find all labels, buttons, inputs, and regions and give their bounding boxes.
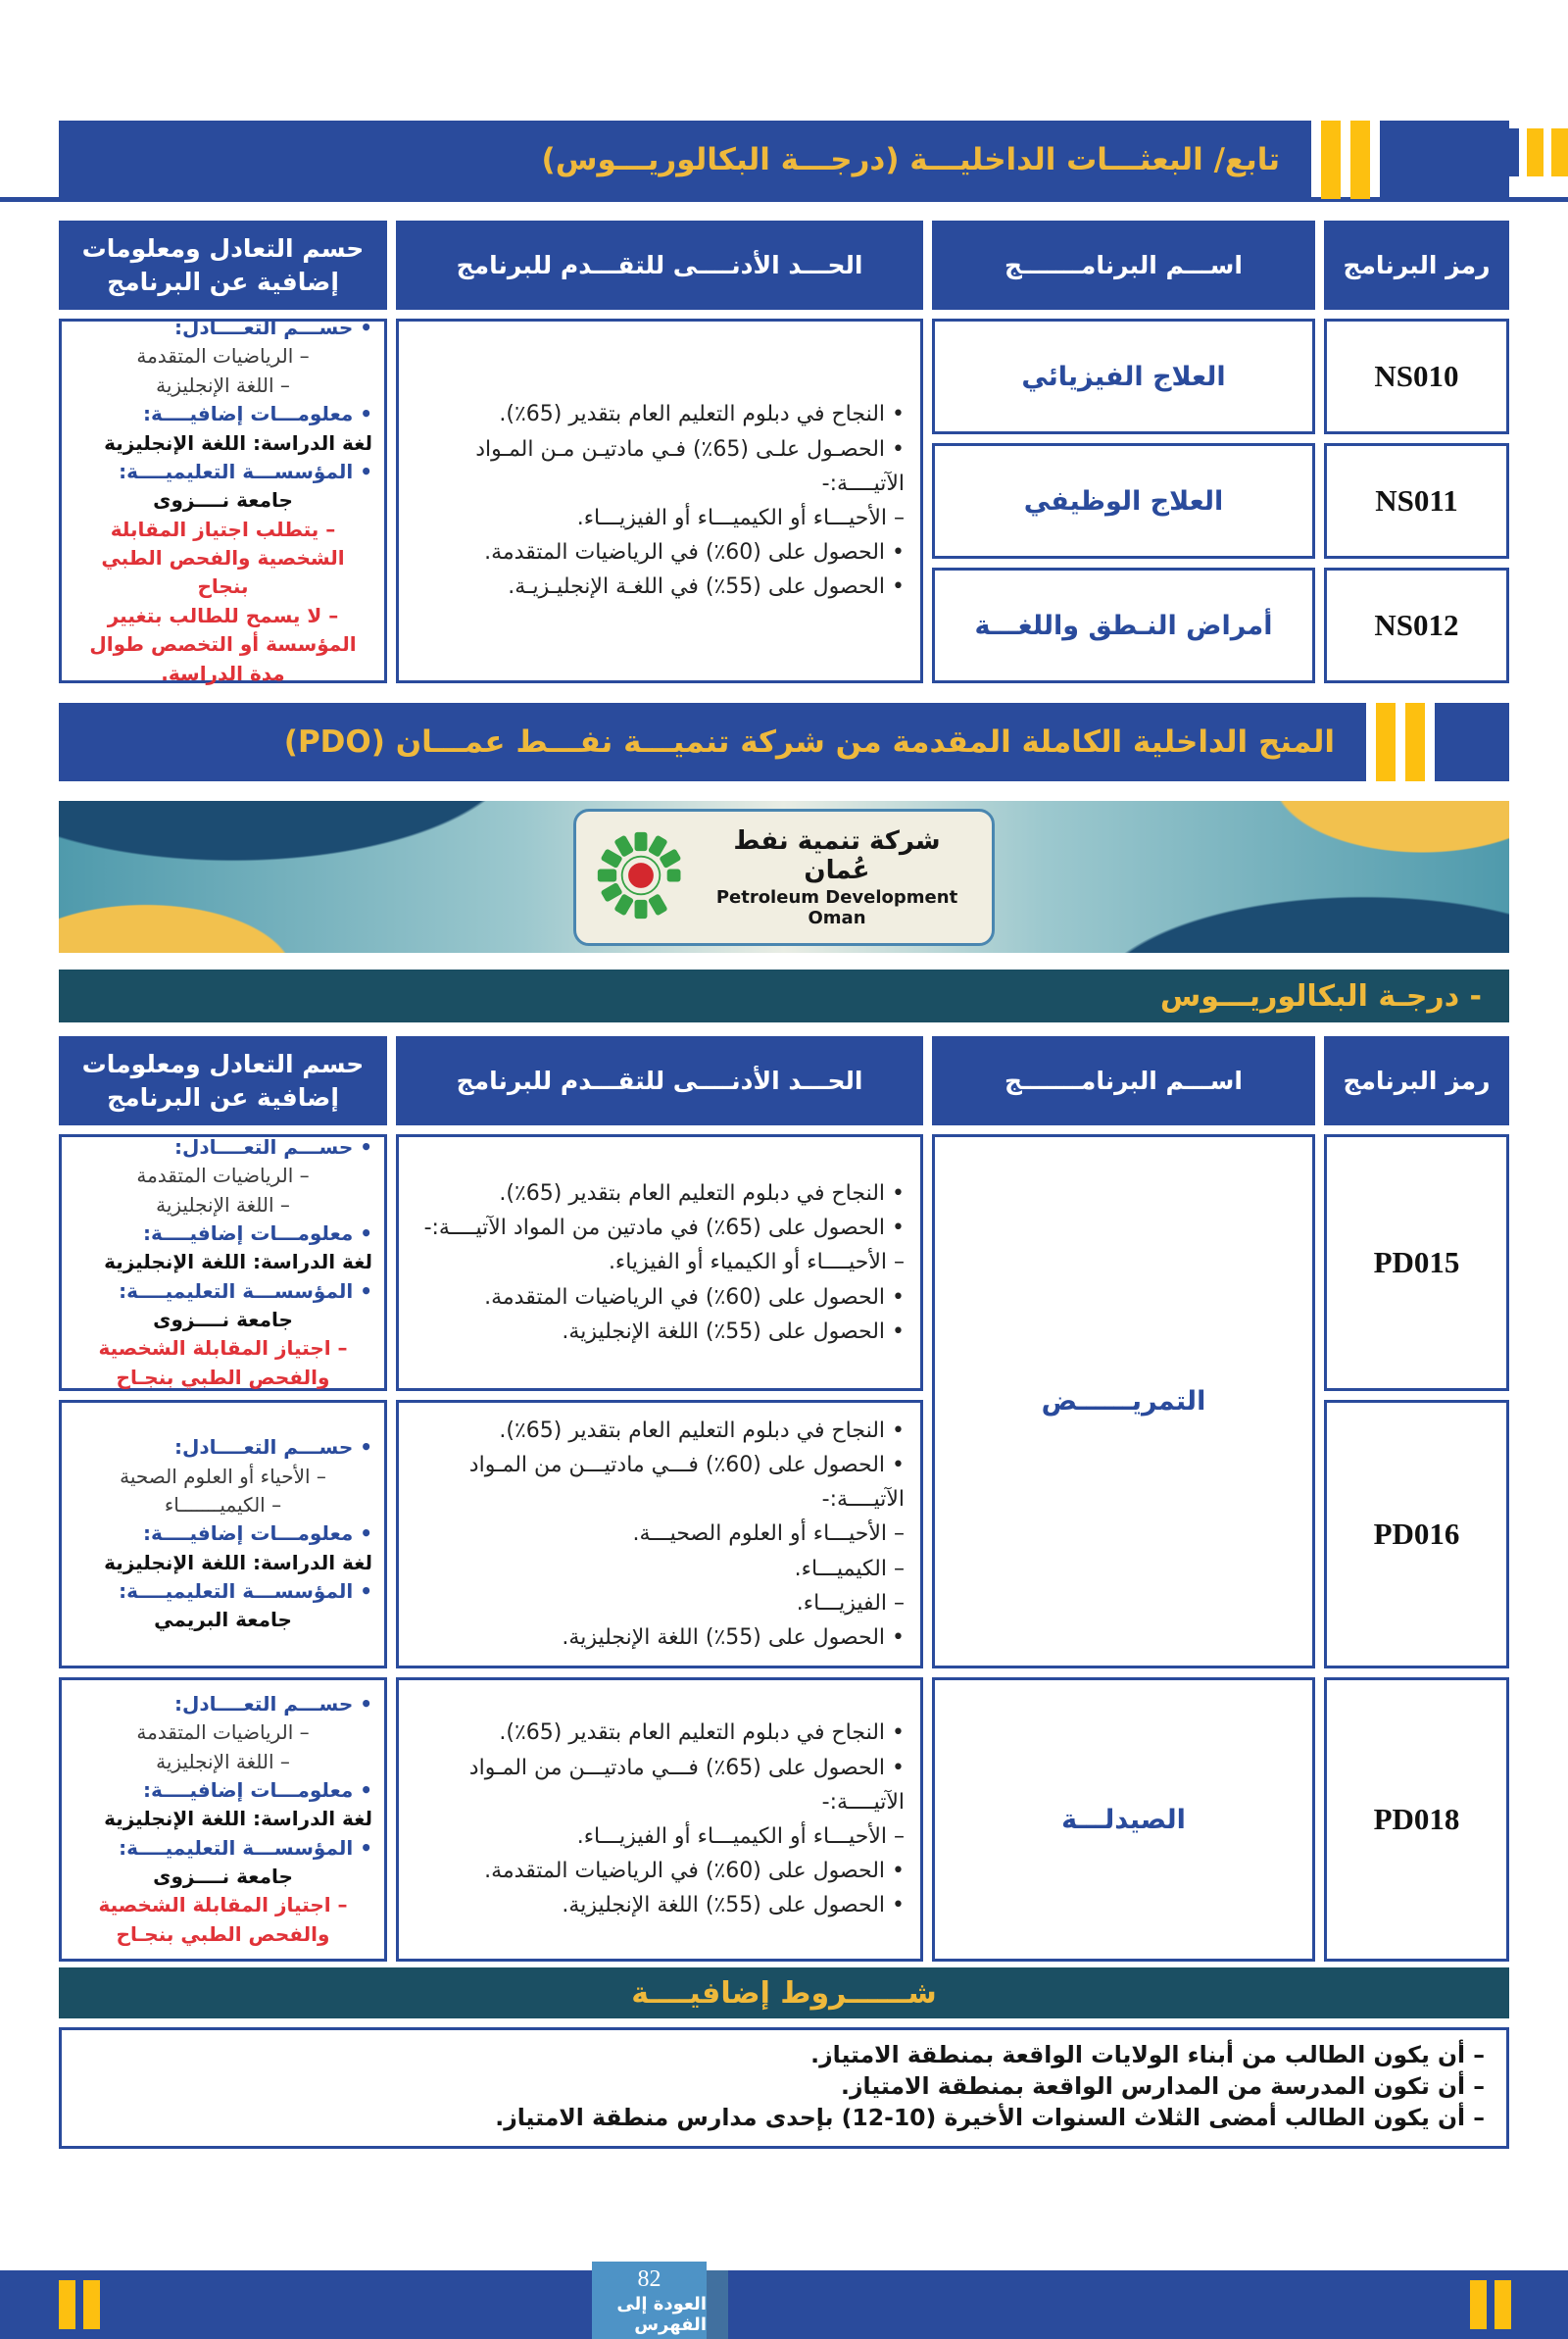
program-name-cell: العلاج الوظيفي [932,443,1315,559]
pdo-grants-table-bachelor [59,1036,1509,1962]
info-line: • حســـم التعــــادل: [174,1435,372,1460]
minimum-requirements-cell [396,319,923,683]
yellow-bar [1470,2280,1487,2329]
requirement-line: • الحصول على (60٪) في الرياضيات المتقدمة. [484,1284,905,1310]
title-bar [59,121,1311,199]
section-title-pdo-grants [59,703,1509,781]
program-name-cell: العلاج الفيزيائي [932,319,1315,434]
info-line: – اللغة الإنجليزية [156,1749,290,1773]
info-line: لغة الدراسة: اللغة الإنجليزية [104,1550,372,1574]
info-line: • معلومـــات إضافيــــة: [142,1220,372,1245]
scholarship-table-bachelor [59,221,1509,683]
col-header-minimum-requirements: الحـــد الأدنــــى للتقـــدم للبرنامج [396,221,923,310]
minimum-requirements-cell [396,1134,923,1391]
requirement-line: – الفيزيـــاء. [796,1590,905,1616]
info-line: – الرياضيات المتقدمة [136,1720,310,1745]
info-line: – الرياضيات المتقدمة [136,344,310,369]
info-line: • المؤسســـة التعليميــــة: [119,1835,372,1860]
tiebreaker-info-cell [59,1400,387,1668]
yellow-bar [1551,128,1568,176]
info-line: • حســـم التعــــادل: [174,315,372,339]
requirement-line: – الأحيـــاء أو الكيميـــاء أو الفيزيـــاء. [576,1824,905,1849]
pdo-banner-background [59,801,1509,953]
tiebreaker-info-cell [59,1134,387,1391]
program-code-cell: NS010 [1324,319,1509,434]
requirement-line: • الحصول على (55٪) في اللغـة الإنجليـزيـة. [508,574,905,600]
program-code-cell: PD016 [1324,1400,1509,1668]
info-line: • المؤسســـة التعليميــــة: [119,1579,372,1604]
footer-tab-shadow [707,2270,728,2339]
minimum-requirements-cell [396,1677,923,1962]
yellow-bar [1350,121,1370,199]
yellow-bar [1376,703,1396,781]
blue-end-block [1435,703,1509,781]
program-code-cell: NS012 [1324,568,1509,683]
requirement-line: • النجاح في دبلوم التعليم العام بتقدير (65٪). [499,1720,905,1746]
col-header-tiebreaker-info: حسم التعادل ومعلومات إضافية عن البرنامج [59,221,387,310]
bottom-left-corner-decoration [59,2280,100,2329]
info-line: – الأحياء أو العلوم الصحية [120,1464,326,1488]
requirement-line: – الأحيـــاء أو الكيميـــاء أو الفيزيـــاء. [576,506,905,530]
requirement-line: • النجاح في دبلوم التعليم العام بتقدير (65٪). [499,1418,905,1443]
yellow-bar [1405,703,1425,781]
info-line: • معلومـــات إضافيــــة: [142,1777,372,1802]
requirement-line: • الحصول على (65٪) في مادتين من المواد الآتيــــة:- [423,1216,905,1241]
bachelor-degree-label: - درجـة البكالوريـــوس [1159,978,1482,1014]
pdo-logo-card [573,809,995,946]
yellow-bar [1527,128,1544,176]
requirement-line: • الحصول على (55٪) اللغة الإنجليزية. [562,1319,905,1344]
col-header-program-name: اســـم البرنامـــــــج [932,1036,1315,1125]
requirement-line: • الحصـول علـى (65٪) فـي مادتيـن مـن المـواد الآتيــــة:- [475,436,905,496]
info-line: لغة الدراسة: اللغة الإنجليزية [104,1250,372,1274]
program-name-cell: التمريــــــض [932,1134,1315,1668]
info-line: – اجتياز المقابلة الشخصية والفحص الطبي بنجـاح [98,1336,348,1389]
additional-conditions-title: شــــــروط إضافيــــة [631,1975,937,2011]
footer-band [0,2270,1568,2339]
requirement-line: • الحصول على (55٪) اللغة الإنجليزية. [562,1624,905,1650]
requirement-line: • الحصول على (60٪) فـــي مادتيـــن من المـواد الآتيــــة:- [468,1453,905,1513]
requirement-line: – الأحيــــاء أو الكيمياء أو الفيزياء. [608,1250,905,1275]
pdo-logo-icon [596,830,686,924]
info-line: – اجتياز المقابلة الشخصية والفحص الطبي بنجـاح [98,1893,348,1946]
info-line: • حســـم التعــــادل: [174,1134,372,1159]
page-number: 82 [637,2265,662,2292]
subsection-bachelor-degree-bar [59,970,1509,1022]
info-line: – لا يسمح للطالب بتغيير المؤسسة أو التخصص طوال مدة الدراسة. [89,603,357,685]
info-line: • معلومـــات إضافيــــة: [142,402,372,426]
info-line: لغة الدراسة: اللغة الإنجليزية [104,430,372,455]
info-line: – يتطلب اجتياز المقابلة الشخصية والفحص الطبي بنجاح [101,517,345,599]
col-header-program-name: اســـم البرنامـــــــج [932,221,1315,310]
tiebreaker-info-cell [59,315,387,685]
condition-line: – أن يكون الطالب من أبناء الولايات الواقعة بمنطقة الامتياز. [810,2041,1485,2068]
info-line: جامعة نــــزوى [153,1865,293,1889]
subsection-additional-conditions-bar [59,1967,1509,2018]
requirement-line: • الحصول على (55٪) اللغة الإنجليزية. [562,1893,905,1918]
info-line: – الكيميـــــــاء [164,1492,282,1517]
yellow-bar [59,2280,75,2329]
info-line: – الرياضيات المتقدمة [136,1164,310,1188]
requirement-line: – الكيميـــاء. [794,1556,905,1581]
requirement-line: • النجاح في دبلوم التعليم العام بتقدير (65٪). [499,1181,905,1207]
program-code-cell: NS011 [1324,443,1509,559]
bottom-right-corner-decoration [1470,2280,1511,2329]
program-name-cell: الصيدلـــة [932,1677,1315,1962]
info-line: – اللغة الإنجليزية [156,373,290,397]
info-line: • حســـم التعــــادل: [174,1691,372,1716]
pdo-title-bar [59,703,1366,781]
yellow-bar [1494,2280,1511,2329]
program-code-cell: PD015 [1324,1134,1509,1391]
info-line: – اللغة الإنجليزية [156,1192,290,1217]
info-line: جامعة البريمي [154,1608,292,1632]
pdo-logo-text [702,826,972,928]
info-line: لغة الدراسة: اللغة الإنجليزية [104,1807,372,1831]
condition-line: – أن تكون المدرسة من المدارس الواقعة بمنطقة الامتياز. [841,2071,1485,2100]
info-line: • المؤسســـة التعليميــــة: [119,1278,372,1303]
page-title: تابع/ البعثـــات الداخليـــة (درجـــة البكالوريـــوس) [541,142,1280,177]
pdo-section-title: المنح الداخلية الكاملة المقدمة من شركة تنميـــة نفـــط عمـــان (PDO) [283,724,1335,760]
requirement-line: • الحصول على (60٪) في الرياضيات المتقدمة. [484,540,905,566]
minimum-requirements-cell [396,1400,923,1668]
info-line: • معلومـــات إضافيــــة: [142,1521,372,1546]
tiebreaker-info-cell [59,1677,387,1962]
col-header-tiebreaker-info: حسم التعادل ومعلومات إضافية عن البرنامج [59,1036,387,1125]
info-line: جامعة نــــزوى [153,488,293,513]
info-line: جامعة نــــزوى [153,1308,293,1332]
requirement-line: • النجاح في دبلوم التعليم العام بتقدير (65٪). [499,402,905,427]
requirement-line: – الأحيـــاء أو العلوم الصحيـــة. [632,1521,905,1547]
program-code-cell: PD018 [1324,1677,1509,1962]
back-to-index-link[interactable]: العودة إلى الفهرس [616,2293,707,2335]
requirement-line: • الحصول على (60٪) في الرياضيات المتقدمة. [484,1859,905,1884]
pdo-logo-english: Petroleum Development Oman [715,886,958,928]
condition-line: – أن يكون الطالب أمضى الثلاث السنوات الأخيرة (10-12) بإحدى مدارس منطقة الامتياز. [495,2103,1485,2131]
yellow-bar [1321,121,1341,199]
yellow-bar [83,2280,100,2329]
section-title-internal-scholarships [59,121,1509,199]
additional-conditions-box [59,2027,1509,2149]
col-header-minimum-requirements: الحـــد الأدنــــى للتقـــدم للبرنامج [396,1036,923,1125]
col-header-program-code: رمز البرنامج [1324,221,1509,310]
blue-end-block [1380,121,1509,199]
pdo-logo-arabic: شركة تنمية نفط عُمان [733,825,941,885]
info-line: • المؤسســـة التعليميــــة: [119,459,372,483]
requirement-line: • الحصول على (65٪) فـــي مادتيـــن من المـواد الآتيــــة:- [468,1755,905,1815]
program-name-cell: أمراض النـطق واللغـــة [932,568,1315,683]
footer-index-tab[interactable] [592,2262,707,2339]
col-header-program-code: رمز البرنامج [1324,1036,1509,1125]
